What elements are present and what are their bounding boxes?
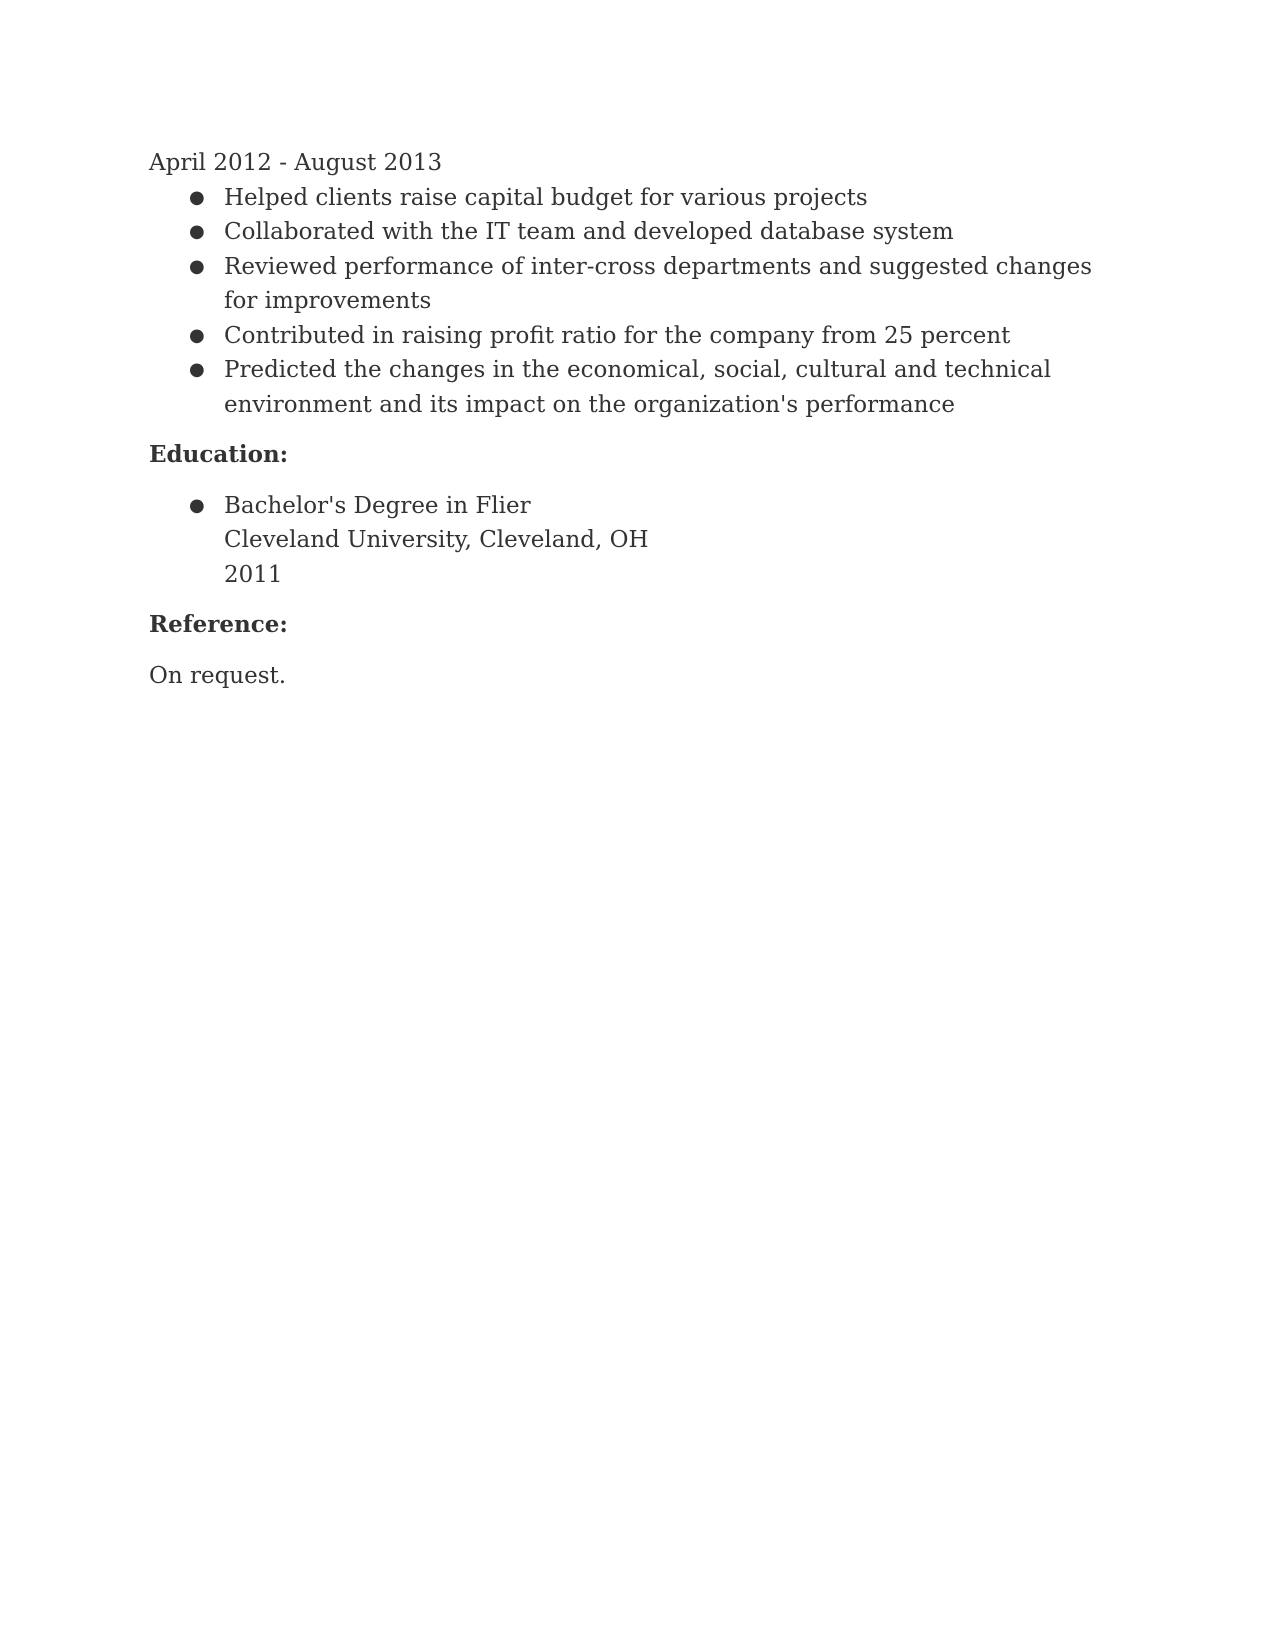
list-item: [149, 250, 1129, 319]
education-list: [149, 489, 1129, 593]
experience-bullet-text: Contributed in raising profit ratio for the company from 25 percent: [224, 322, 1011, 349]
bullet-icon: ●: [189, 221, 205, 242]
list-item: [149, 215, 1129, 250]
education-degree: Bachelor's Degree in Flier: [224, 492, 531, 519]
list-item: [149, 489, 1129, 593]
experience-dates: April 2012 - August 2013: [149, 150, 443, 176]
resume-page: [149, 146, 1129, 693]
experience-bullet-list: [149, 181, 1129, 423]
experience-bullet-text: Collaborated with the IT team and developed database system: [224, 219, 954, 245]
reference-text: On request.: [149, 662, 287, 689]
education-heading: Education:: [149, 441, 289, 468]
list-item: [149, 353, 1129, 422]
experience-bullet-text: Helped clients raise capital budget for various projects: [224, 184, 868, 211]
bullet-icon: ●: [189, 494, 205, 516]
list-item: [149, 319, 1129, 354]
bullet-icon: ●: [189, 255, 205, 277]
education-year: 2011: [224, 561, 283, 588]
bullet-icon: ●: [189, 324, 205, 346]
education-school: Cleveland University, Cleveland, OH: [224, 527, 649, 553]
experience-bullet-text: Reviewed performance of inter-cross departments and suggested changes for improvements: [224, 253, 1093, 314]
bullet-icon: ●: [189, 186, 205, 208]
bullet-icon: ●: [189, 359, 205, 380]
list-item: [149, 181, 1129, 216]
reference-heading: Reference:: [149, 611, 288, 638]
experience-bullet-text: Predicted the changes in the economical, social, cultural and technical environment and its impact on the organization's performance: [224, 357, 1052, 418]
